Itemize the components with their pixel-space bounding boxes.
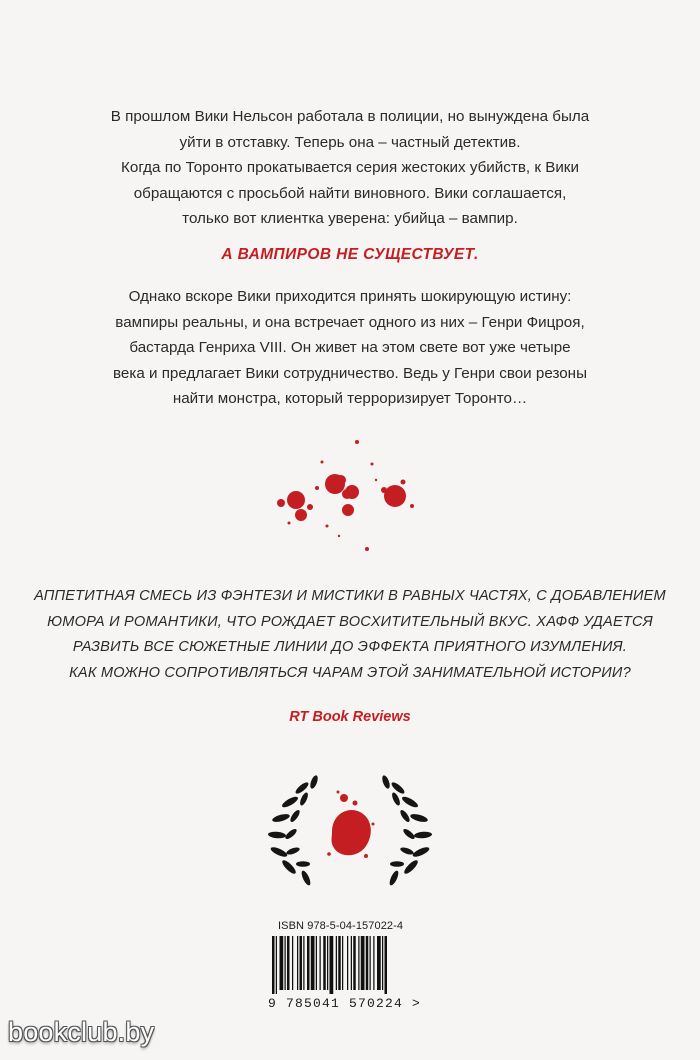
isbn-label: ISBN 978-5-04-157022-4 [278,920,404,932]
blurb1-line: только вот клиентка уверена: убийца – вампир. [182,210,518,227]
blurb2-line: бастарда Генриха VIII. Он живет на этом свете вот уже четыре [129,339,571,356]
review-quote [30,584,670,686]
blurb1-line: уйти в отставку. Теперь она – частный детектив. [179,133,521,151]
barcode-icon [268,936,428,994]
quote-line: ЮМОРА И РОМАНТИКИ, ЧТО РОЖДАЕТ ВОСХИТИТЕЛЬНЫЙ ВКУС. ХАФФ УДАЕТСЯ [47,613,653,630]
quote-line: КАК МОЖНО СОПРОТИВЛЯТЬСЯ ЧАРАМ ЭТОЙ ЗАНИМАТЕЛЬНОЙ ИСТОРИИ? [69,664,631,681]
site-watermark: bookclub.by [8,1017,155,1047]
barcode-digits: 9 785041 570224 > [268,996,422,1011]
blurb1-line: Когда по Торонто прокатывается серия жестоких убийств, к Вики [121,159,579,176]
laurel-wreath-icon [262,772,438,888]
blurb2-line: вампиры реальны, и она встречает одного из них – Генри Фицроя, [115,313,585,331]
blurb1-line: В прошлом Вики Нельсон работала в полиции, но вынуждена была [110,108,590,125]
blurb2-line: Однако вскоре Вики приходится принять шокирующую истину: [128,288,572,305]
blurb2-line: найти монстра, который терроризирует Торонто… [172,390,528,407]
blurb2-line: века и предлагает Вики сотрудничество. Ведь у Генри свои резоны [113,364,587,382]
description-paragraph-2 [40,284,660,412]
description-paragraph-1 [40,104,660,232]
tagline: А ВАМПИРОВ НЕ СУЩЕСТВУЕТ. [221,246,479,263]
blurb1-line: обращаются с просьбой найти виновного. Вики соглашается, [133,184,567,202]
quote-line: РАЗВИТЬ ВСЕ СЮЖЕТНЫЕ ЛИНИИ ДО ЭФФЕКТА ПРИЯТНОГО ИЗУМЛЕНИЯ. [72,639,628,656]
quote-source: RT Book Reviews [289,709,411,725]
blood-splatter-icon [0,420,700,570]
quote-line: АППЕТИТНАЯ СМЕСЬ ИЗ ФЭНТЕЗИ И МИСТИКИ В РАВНЫХ ЧАСТЯХ, С ДОБАВЛЕНИЕМ [34,588,666,604]
